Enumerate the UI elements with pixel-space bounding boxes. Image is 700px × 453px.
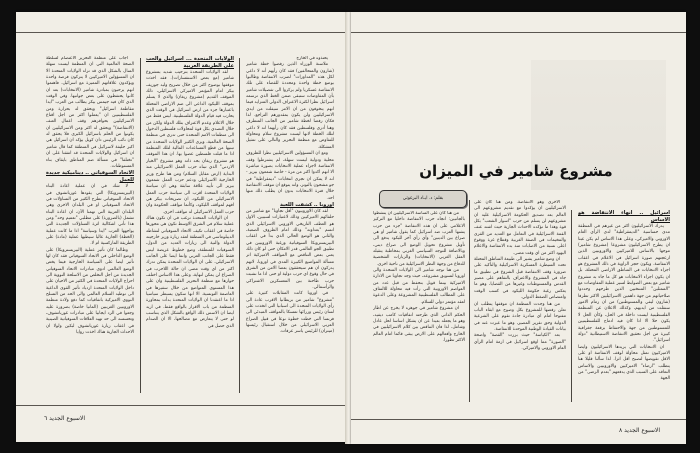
column-left-page-left <box>46 56 134 396</box>
column-left-page-right <box>246 56 334 396</box>
body-paragraph: الاخرى وهو الانتفاضة. ومن هنا كان على الاسرائيليين ان يؤكدوا مع تقديم مشروعهم الى العالم بعد تصديق الحكومة الاسرائيلية عليه ان مشروعهم لن يسلم من حرب "اسوار الشعب" بكل قوة وهذا ما تؤكده الاحداث الجارية حيث اشتد عنف القمة الاسرائيلية في التعامل مع العديد من القرى والمخيمات في الضفة الغربية وقطاع غزة ووقوع اعلى نسبة من الاصابات منذ بدء الانتفاضة والاعلام اليهود اكثر من اي وقت مضى. <box>474 200 566 256</box>
body-paragraph: من هنا كان على الساسة الاسرائيليين ان ينشطوا بالجانبين: اتجاه حرب الانتفاضة داخليا مع التركيز الاعلامي على ان هذه الانتفاضة "جزء من حرب يشنها العرب ضد اسرائيل كما يقول شامير او هي صراع بين الدينين" وأي رأي آخر لليكود يدفع الى تأويل مشروع تحويل الوضع الى صراع ديني، وبالاضافة للتوجه السياسي الغربي بمخاطبة يتقبله العقل الغربي (الانتخابات) والزيارات الشخصية للدفاع من وجهة النظر الاسرائيلية من ناحية اخرى. <box>373 211 465 267</box>
top-rule <box>16 32 347 33</box>
body-paragraph: يدرك الاسرائيليون اكثر من غيرهم في المنطقة مدى حساسية "الديمقراطية" لدى الرأي العام الاوروبي والاميركي، وعلى هذا الاساس لم يكن عبثا ان يطرح الاسرائيليون مشروعا (مشروع شامير) موجها بالاساس للاميركيين والاوروبيين الذين ازعجتهم صورة اسرائيل في الاعلام في اعقاب الانتفاضة. ويكون حجر الزاوية في ذلك المشروع هو اجراء الانتخابات في المناطق الاراضي المحتلة، بل ان يكون اجراء الانتخابات هو كل ما جاء به مشروع شامير مع بعض الضوابط لسير عملية المفاوضات مع "الممثلين" المنتخبين الذين طرحهم وحددوا صلاحياتهم من جهة داهمين الاسرائيليين الاكثر تطرفا (شارون ليفي والمستوطنين) من ان زمام الامور ستفلت من ايديهم، وكذلك الاعلان عن المنظمة الفلسطينية ليست داخلة في الحل، وكأن الحل لا يكون حلا الا اذا كان فيه ادماج للفلسطينيين للمستوطنين من جهة والاحتفاظ برقعة جغرافية كبيرة من اجل تحقيق الانتفاضة الاستيطانية "دولة اسرائيل". <box>578 224 670 344</box>
body-paragraph: وطالما كان تأثير عملية (البيريسترويكا) على الوضع الداخلي في الاتحاد السوفياتي فقد كان لها تأثير ايضا على السياسة الخارجية فيما يخص الوضع العالمي ادوى مبادرات الاتحاد السوفياتي الجديدة من اجل التخلص من الاسلحة النووية الى احراج الولايات المتحدة في الكثير من الاحيان على داخل الولايات المتحدة ازدياد تأثير القوى الداعية الى توطيد السلام العالمي والى الحد من التسلح النووي الاميركية باتفاقيات كما دفع ولادة منظمة الاوروبيين الغربيين (المانيا خاصة) بضرورة عليه وجعوا في الرد ايجابيا على مبادرات غورباتشوف، وتحسسه الى حد تهيد العلاقات السوفياتية الصينية في اعقاب زيارة غورباتشوف لبكين ولولا ان الاحداث الجارية هناك اخذت روايا <box>46 247 134 336</box>
section-heading: اوروبا .. كشفت اللعبة <box>280 201 334 208</box>
section-heading: الاتحاد السوفياتي .. ديناميكية جديدة للعمل <box>46 170 134 184</box>
body-paragraph: لقد كان الاوروبيون "أقل تجاوبا" مع شامير من حلفائهم الاميركيين وذلك لاعتبارات لسببين، الاول هو العطف التاريخي الاوروبي الاسرائيلي الذي اتسم "بعداوته" وذلك امام الظروف الصعبة، والثاني هو الوضع الحالي الذي بدأ في اعقاب البيريسترويكا السوفياتية ورغبة الاوروبيين في تطبيق الجو العالمي قدر الامكان حتى لو كان ذلك يعني بعض التناقض مع المواقف الاميركية اثر مسألة المواضيع الكبيرة المدى في اوروبا، لانهم يدركون ان هم سيحققون بعضا الامن من الشرق في حال وقوع اي حرب دولية او حتى اذا ما نشبت حرب طاحنة بين المعسكرين الاشتراكي والرأسمالي. <box>246 208 334 291</box>
column-right-page-left <box>373 211 465 405</box>
left-page <box>16 12 347 442</box>
body-paragraph: بعد "الكياسة" حيث برزت "القصة" واضحة "الصورة" مما اوقع اسرائيل في ازمة امام الرأي العام الاوروبي والاميركي. <box>474 333 566 351</box>
body-paragraph: ومع ان المسؤولين الاسرائيليين نظرا للظروف محلية ودولية ليست سهلة، لم يشترطوا وقف الانتفاضة لاجراء عملية الانتخابات بصورة مباشرة الا انهم اكدوا اكثر من مرة - خاصة شمعون بيريز - انه لا يمكن ان تجرى انتخابات "ديمقراطية" في جو مشحون بالتوتر، وانه يتوقع ان تتوقف الانتفاضة خلال فترة الانتخابات بدون ان يطلب ذلك منها احد. <box>246 151 334 201</box>
body-paragraph: يحتذوه في الخارج <box>296 56 328 61</box>
top-rule <box>351 32 686 33</box>
page-footer: الاسبوع الجديد ٦ <box>44 415 85 422</box>
body-paragraph: ان وضع شامير يشير الى طبيعة المناطق المحتلة تحت السيطرة العسكرية الاسرائيلية والتأكيد على ضرورة وقف الانتفاضة قبل الشروع في تطبيق ما جاء في المشروع والاعتراف بالتفاهم على مصير القدس والمستوطنات وغيرها من القضايا، وهو ما يعكس رغبة حكومة الليكود في كسب الوقت وامتصاص الضغط الدولي. <box>474 257 566 301</box>
bottom-rule <box>351 419 686 420</box>
article-headline: مشروع شامير في الميزان <box>419 162 613 180</box>
column-divider <box>140 58 141 393</box>
body-paragraph: ان الولايات المتحدة ترغب في ان تكون هناك عملية سلام في الشرق الاوسط تكون هي محورها خاصة في اعقاب تكيف الاتحاد السوفياتي لنشاطه الديبلوماسي في المنطقة لعقد زيارة وزير خارجيته الدولة والنية الى زيارات العديد من الدول، السوفيات للمنطقة، وضع خطوط عريضة ليس فقط على الجانب العربي وانما ايضا على الجانب الاسرائيلي، على ان الولايات المتحدة يمكن تدرك اكثر من اي وقت مضى ان حالة اللاحرب في الصراع لن يمكن لنهاية، وعلى هذا الاساس اختلف حوارها مع منظمة التحرير الفلسطينية وان على هذا المستوى المتواضع من خلال سفيرها في العاصمة التونسية. الا انها سكون يسبطر سياسيا اذا ما اعتقدنا ان الولايات المتحدة بدأت بمحاورة المنظمة من باب الاقرار بالواقع فقط. في اريد ايضا ان الاسس ذلك الواقع بالشكل الذي يتناسب لو حتى لا يتعارض مع مصالحها، الا ان الصدام الذي حصل في <box>146 215 234 329</box>
body-paragraph: لا شك في ان عملية اعادة البناء (البيريسترويكا) التي يقودها غورباتشوف في الاتحاد السوفياتي تطرح الكثير من التساؤلات في الاتحاد السوفياتي او في البلدان الاخرى وهي البلدان العربية التي تهمنا الآن، ان اعادة البناء تشمل (بالضرورة) على مطلبي "تعميم وحد" ومن هذا تأتي اشكالية اثرة التساؤلات الجديدة التي يواجهها العرب "ايدا وسياسة" اذا ما كانت عملية (الخطة) الجارية عاليا سيطيها عملية (مادة) على الطريقة الماركسية ام لا. <box>46 184 134 247</box>
column-left-page-middle <box>146 56 234 396</box>
body-paragraph: من هنا وجدت المنظمة ان موقفها يتطلب ان تعلن رفضها للمشروع بكل وضوح مع ابقاء الباب مفتوحا امام اي مبادرة جادة تقوم على الشرعية الدولية وحق تقرير المصير، وهو ما عبرت عنه في بيانات القيادة الوطنية الموحدة للانتفاضة. <box>474 301 566 332</box>
column-divider <box>469 200 470 402</box>
right-page <box>351 12 686 444</box>
column-right-page-middle <box>474 200 566 405</box>
column-divider <box>571 210 572 402</box>
byline-box: بقلم: د. ايـاد البرغوثي <box>379 190 467 208</box>
section-heading: اسرائيل .. انهاء الانتفاضة هو الاساس <box>578 210 670 223</box>
body-paragraph: ملاسنة الوزراء الذين رفضوا خطة شامير (شارون والمتحالفين) فقد كان رأيهم أنه لا داعي لكل هذه "المداورات" لضرب الانتفاضة وطالبوا بوضع خطة واحدة ومحددة للقضاء على تلك الانتفاضة عسكريا ولم يركزوا الى تفصيلات شامير بأن المفاوضات ستبقى ضمن الخط الذي ترسمه اسرائيل نظرا لكثرة الاعتراف الدولي المتزايد فيما انهم يتخوفون من ان الامر سيفلت من ايدي الاسرائيليين ولن يكون بمقدورهم التراجع. لذا فكان رفضا لخطة شامير من الجانب المتطرف وهنا أدرى وفلسطين فقد كان رأيهما انه لا داعي لتلك الخطة لانها ليست مشروع سلام ومحاولة للتفاوض مع منظمة التحرير والتالي على تمثيل المشكلة. <box>246 62 334 150</box>
body-paragraph: لقد الولايات المتحدة بترحيب شديد بمشروع شامير (مع بعض الاستفسارات). فقد اخذت موقفها بوضوح اكثر من خلال تصريح وليد جوزيف بيكر امام المؤتمر الاميركي الاسرائيلي، ذلك الموقف القديم (مشروع ريغان) والذي لا يسلم بموقف الليكود الداعي الى ضم الاراضي المحتلة باعتبارها جزء من ارض اسرائيل في الوقت الذي يحارب فيه قيام الدولة الفلسطينية. ليس فقط من خلال الاعلام وعدم الاعتراف بتلك الدولة ولكن من خلال التصدي بكل قوة لمحاولات فلسطين الدخول الى منظمات الامم المتحدة حتى تدري في منظمة الصحة العالمية، ويرى الكثير الولايات المتحدة من تبنيها من قطع المساعدات المالية لتلك المنظمة اذا ما قبلت فلسطين عضوا بها. ان هذا الموقف هو مشروع ريغان بحد ذاته وهو مشروع "الخيار الاردني" الذي تبناه حزب العمل الاسرائيلي منذ البداية (ارض مقابل السلام) ومن هنا طرح وزير الخارجية الاسرائيلي ودعم حزب العمل شمعون بيريز الى تأييد علاقة سابقة وهي ان سياسة الولايات المتحدة اقرب الى سياسة حزب العمل الاسرائيلي من الليكود، ان تصريحات بيكر هي افهم لمواقف الليكود، وكأنما مواقف الحكومة وان حزب العمل الاسرائيلي له مواقف اخرى. <box>146 70 234 215</box>
body-paragraph: من هنا توجه شامير الى الولايات المتحدة والى اوروبا لتسويق مشروعه، حيث وجد تجاوبا من الادارة الاميركية بينما قوبل بتحفظ من قبل عدد من العواصم الاوروبية التي رأت فيه محاولة للالتفاف على المطالب الفلسطينية المشروعة وعلى الدعوة لعقد مؤتمر دولي للسلام. <box>373 268 465 305</box>
body-paragraph: ان الانتخابات التي يريدها الاسرائيليون وايضا الاميركيون تمثل محاولة لوقف الانتفاضة او على الاقل تقويضها لتصبح اقل اثرا. لذا سألنا قليلا هنا يتطلب "ارضاء" الاميركيين والاوروبيين والاساس التعاقد على السبب الذي يدفعهم "بعدم الرضى" من الجهة <box>578 344 670 382</box>
body-paragraph: ان مشروع شامير في جوهره لا يخرج عن اطار الحكم الذاتي الذي طرحته اتفاقيات كامب ديفيد، وهو ما يجعله بعيدا عن ان يشكل اساسا لحل عادل وشامل، لذا فان التناقض بين كلام الاسرائيليين في الخارج وافعالهم على الارض يبقى قائما امام العالم الاكثر تطورا. <box>373 306 465 343</box>
section-heading: الولايات المتحدة ... اسرائيل والحب على الطريقة العربية <box>146 56 234 69</box>
body-paragraph: في اوروبا كانت المقابلات كثيرة على "مشروع" شامير من بريطانيا الاقرب عادة الى رأي الولايات المتحدة الى اسبانيا التي اتخذت على لسان رئيس وزرائها تمسكا بالمواقف المبدئي الى فرنسا التي خطت خطوة نوعا في قبيل الصراع العربي الاسرائيلي من خلال استقبال رئيسها (ميتران) للرئيس ياسر عرفات. <box>246 291 334 335</box>
column-right-page-right <box>578 210 670 405</box>
body-paragraph: اجاب على منظمة التحرير الاعتصام لسلطة الصحة العالمية التي ان المنظمة ليست سهلة المنال بالشكل الذي قد تراه الولايات المتحدة الا ان المسؤولين الاميركيين لا يتركون فرصة واحدة ويؤكدون علاقاتهم المميزة مع اسرائيل، فاهتموا انهم يرحبون بمبادرة شامير (الانتخابات) بعد ان كانوا يحتفظون على بعض جوانبها. وفي الوقت الذي كان فيه جيمس بيكر يطالب من العرب "ايدا مقاطعة اسرائيل" ويحقق له بحرارة ومن الفلسطينيين ان "يعملوا اكثر من اجل اقناع الاسرائيليين بحوافزهم وقف اعمال العنف (الانتفاضة)" ويحقق له اكثر ومن الاسرائيليين ان يكونوا من الحلم باسرائيل الكبرى فلا يحقق له كان نائب الرئيس دان كويل يؤكد ان اسرائيل هي اكبر حليفة لاسرائيل في المنطقة كما قال شامير ان اسرائيل والولايات المتحدة قد اتفقتا على ان "تختلفا" في مسألة ضم المناطق بايقاف بناء المستوطنات. <box>46 56 134 169</box>
bottom-rule <box>16 405 347 406</box>
page-footer: الاسبوع الجديد ٨ <box>619 427 660 434</box>
column-divider <box>239 58 240 393</box>
